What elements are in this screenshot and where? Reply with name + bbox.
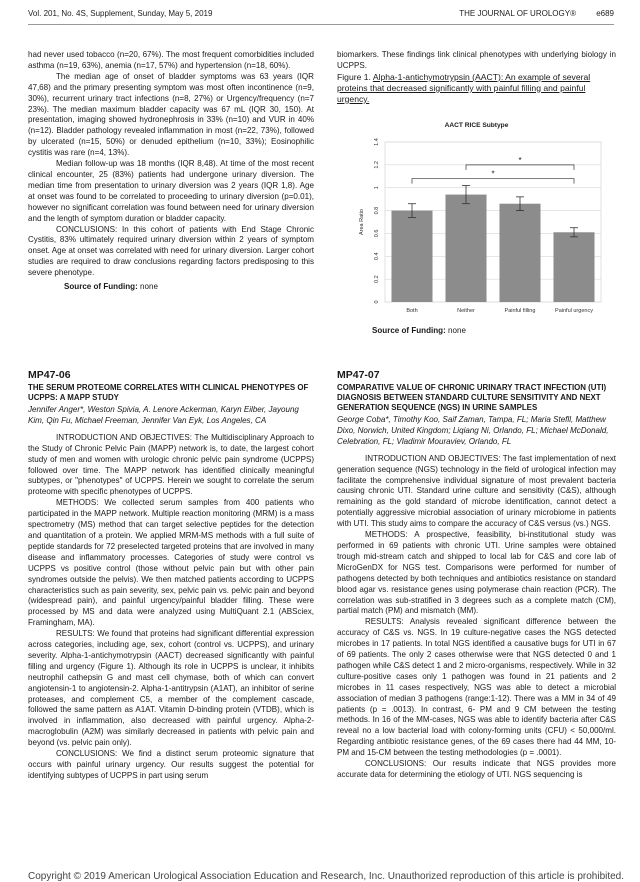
- mp4706-funding: [372, 326, 612, 337]
- paragraph: INTRODUCTION AND OBJECTIVES: The fast implementation of next generation sequence (NGS) technology in the field of urological infection may facilitate the comprehensive individual signature of most prevalent bacteria causing chronic UTI. Standard urine culture and sensitivity (C&S), although remaining as the gold standard of microbe identification, cannot detect a potentially aggressive microbial association of urinary microbiome in patients with UTI. This study aims to compare the accuracy of C&S versus (vs.) NGS.: [337, 453, 616, 529]
- funding-value: none: [140, 282, 158, 292]
- paragraph: CONCLUSIONS: In this cohort of patients with End Stage Chronic Cystitis, 83% ultimately required urinary diversion within 2 years of symptom onset. Age at onset was correlated with need for urinary diversion. Larger cohort studies are required to draw conclusions regarding factors predisposing to this severe phenotype.: [28, 224, 314, 278]
- abstract-body: [28, 433, 314, 782]
- chart-title: AACT RICE Subtype: [444, 122, 509, 129]
- header-rule: [28, 24, 614, 25]
- funding-label: Source of Funding:: [64, 282, 138, 292]
- abstract-mp4707: [337, 369, 616, 781]
- bar: [499, 204, 540, 302]
- paragraph: The median age of onset of bladder symptoms was 63 years (IQR 47,68) and the primary presenting symptom was most often incontinence (n=9, 30%), recurrent urinary tract infections (n=8, 27%) or Urgency/frequency (n=7 23%). The median maximum bladder capacity was 67 mL (IQR 30, 150). At presentation, imaging showed hydronephrosis in 33% (n=10) and VUR in 40% (n=12). Bladder pathology revealed inflammation in most (n=22, 73%), followed by ulcerated (n=15, 50%) or denuded epithelium (n=10, 33%); Eosinophilic cystitis was rare (n=4, 13%).: [28, 71, 314, 158]
- bar: [445, 195, 486, 302]
- page-number: e689: [596, 9, 614, 18]
- significance-marker: *: [491, 169, 495, 179]
- x-tick-label: Painful filling: [504, 308, 536, 314]
- y-tick-label: 1.2: [374, 161, 380, 169]
- y-tick-label: 1.4: [374, 138, 380, 146]
- y-tick-label: 0.6: [374, 229, 380, 238]
- bar: [553, 232, 594, 302]
- x-tick-label: Both: [406, 308, 418, 314]
- y-tick-label: 0.8: [374, 206, 380, 215]
- y-tick-label: 0.4: [374, 252, 380, 261]
- abstract-id: MP47-06: [28, 369, 71, 381]
- running-header-right: [441, 9, 614, 18]
- figure-label: Figure 1.: [337, 71, 373, 82]
- abstract-mp4706: [28, 369, 314, 782]
- copyright-footer: Copyright © 2019 American Urological Association Education and Research, Inc. Unauthorized reproduction of this article is prohibited.: [28, 871, 625, 882]
- paragraph: biomarkers. These findings link clinical phenotypes with underlying biology in UCPPS.: [337, 50, 616, 70]
- paragraph: had never used tobacco (n=20, 67%). The most frequent comorbidities included asthma (n=19, 63%), anemia (n=17, 57%) and hypertension (n=18, 60%).: [28, 50, 314, 70]
- abstract-authors: Jennifer Anger*, Weston Spivia, A. Lenore Ackerman, Karyn Eilber, Jayoung Kim, Qin Fu, Michael Freeman, Jennifer Van Eyk, Los Angeles, CA: [28, 405, 299, 425]
- chart-svg: [337, 134, 616, 329]
- source-of-funding: [64, 282, 314, 293]
- paragraph: RESULTS: We found that proteins had significant differential expression across categories, including age, sex, cohort (control vs. UCPPS), and urinary severity. Alpha-1-antichymotrypsin (AACT) decreased significantly with painful filling and urgency (Figure 1). Although its role in UCPPS is unclear, it inhibits neutrophil cathepsin G and mast cell chymase, both of which can convert angiotensin-1 to angiotensin-2. Alpha-1-antitrypsin (A1AT), an inhibitor of serine proteases, and complement C5, a member of the complement cascade, followed the same pattern as A1AT. Vitamin D-binding protein (VTDB), which is involved in inflammation, also decreased with painful urgency. Alpha-2-macroglobulin (A2M) was similarly decreased in patients with pelvic pain and beyond (vs. pelvic pain only).: [28, 629, 314, 748]
- y-tick-label: 0: [374, 300, 380, 304]
- paragraph: CONCLUSIONS: We find a distinct serum proteomic signature that occurs with painful urinary urgency. Our results suggest the potential for identifying subtypes of UCPPS in part using serum: [28, 749, 314, 780]
- paragraph: RESULTS: Analysis revealed significant difference between the accuracy of C&S vs. NGS. In 19 culture-negative cases the NGS detected microbes in 17 patients. In total NGS identified a causative bugs for UTI in 67 of 69 patients. The only 2 cases otherwise were that NGS detected 0 and 1 pathogen while C&S detect 1 and 2 micro-organisms, respectively. While in 32 culture-positive cases only 1 pathogen was found in 21 patients and 2 microbes in 11 cases respectively, NGS was able to detect a microbial association of median 3 pathogens (range:1-12). There was a MM in 34 of 49 patients (p = .0013). In contrast, 6- PM and 9 CM between the testing methods. In 16 of the MM-cases, NGS was able to identify bacteria after C&S reveal no a low bacterial load with colony-forming units (CFU) < 50,000/ml. Regarding antibiotic resistance genes, of the 69 cases there had 44 MM, 10- PM and 15-CM between the testing methodologies (p = .0001).: [337, 617, 616, 758]
- paragraph: METHODS: A prospective, feasibility, bi-institutional study was performed in 69 patients with chronic UTI. Urine samples were obtained trough mid-stream catch and shipped to local lab for C&S and core lab of MicroGenDX for NGS test. Comparisons were performed for number of pathogens detected by both techniques and antibiotics resistance on standard blood agar vs. resistance genes using polymerase chain reaction (PCR). The correlation was sub-stratified in 3 degrees such as a complete match (CM), partial match (PM) and mismatch (MM).: [337, 530, 616, 616]
- abstract-id: MP47-07: [337, 369, 380, 381]
- abstract-body: [337, 454, 616, 781]
- significance-marker: *: [518, 155, 522, 165]
- y-tick-label: 0.2: [374, 275, 380, 283]
- source-of-funding: [372, 326, 612, 337]
- abstract-title: COMPARATIVE VALUE OF CHRONIC URINARY TRACT INFECTION (UTI) DIAGNOSIS BETWEEN STANDARD CULTURE SENSITIVITY AND NEXT GENERATION SEQUENCE (NGS) IN URINE SAMPLES: [337, 383, 607, 412]
- abstract-title: THE SERUM PROTEOME CORRELATES WITH CLINICAL PHENOTYPES OF UCPPS: A MAPP STUDY: [28, 383, 309, 402]
- x-tick-label: Neither: [457, 308, 475, 314]
- abstract-authors: George Coba*, Timothy Koo, Saif Zaman, Tampa, FL; Maria Stefll, Matthew Dixo, Norwich, United Kingdom; Liqiang Ni, Orlando, FL; Michael McDonald, Celebration, FL; Vladimir Mouraviev, Orlando, FL: [337, 415, 609, 446]
- x-tick-label: Painful urgency: [555, 308, 593, 314]
- funding-value: none: [448, 326, 466, 335]
- paragraph: CONCLUSIONS: Our results indicate that NGS provides more accurate data for determining the etiology of UTI. NGS sequencing is: [337, 759, 616, 779]
- paragraph: METHODS: We collected serum samples from 400 patients who participated in the MAPP network. Multiple reaction monitoring (MRM) is a mass spectrometry (MS) method that can target selective peptides for the detection and quantitation of a protein. We applied MRM-MS methods with a full suite of peptide standards for 72 preselected targeted proteins that are involved in many disease and inflammatory processes. Categories of study were control vs UCPPS vs positive control (those without pelvic pain but with other pain syndromes outside the pelvis). We then matched patients according to UCPPS characteristics such as pain severity, sex, pelvic pain vs. pelvic pain and beyond (widespread pain), and painful urgency/painful bladder filling. These were processed by MS and data were analyzed using MultiQuant 2.1 (ABSciex, Framingham, MA).: [28, 498, 314, 628]
- y-axis-label: Area Ratio: [359, 209, 365, 235]
- paragraph: INTRODUCTION AND OBJECTIVES: The Multidisciplinary Approach to the Study of Chronic Pelvic Pain (MAPP) network is, to date, the largest cohort study of men and women with urologic chronic pelvic pain syndrome (UCPPS) followed over time. The MAPP network has identified clinically meaningful subtypes, or "phenotypes" of UCPPS. Herein we sought to correlate the serum proteome with specific phenotypes of UCPPS.: [28, 432, 314, 497]
- bar: [391, 211, 432, 302]
- figure-caption: [337, 72, 616, 105]
- paragraph: Median follow-up was 18 months (IQR 8,48). At time of the most recent clinical encounter, 25 (83%) patients had undergone urinary diversion. The median time from presentation to urinary diversion was 2 years (IQR 1,8). Age at onset was found to be correlated to proceeding to urinary diversion (p=0.01), however no significant correlation was found between need for urinary diversion and the length of symptom duration or bladder capacity.: [28, 159, 314, 223]
- aact-bar-chart: [337, 118, 616, 328]
- previous-abstract-continuation: [28, 50, 314, 293]
- figure-caption-text: Alpha-1-antichymotrypsin (AACT): An example of several proteins that decreased significantly with painful filling and painful urgency.: [337, 71, 591, 104]
- running-header-left: Vol. 201, No. 4S, Supplement, Sunday, May 5, 2019: [28, 9, 213, 18]
- funding-label: Source of Funding:: [372, 326, 446, 335]
- y-tick-label: 1: [374, 186, 380, 190]
- journal-name: THE JOURNAL OF UROLOGY®: [459, 9, 576, 18]
- mp4706-continuation: [337, 50, 616, 105]
